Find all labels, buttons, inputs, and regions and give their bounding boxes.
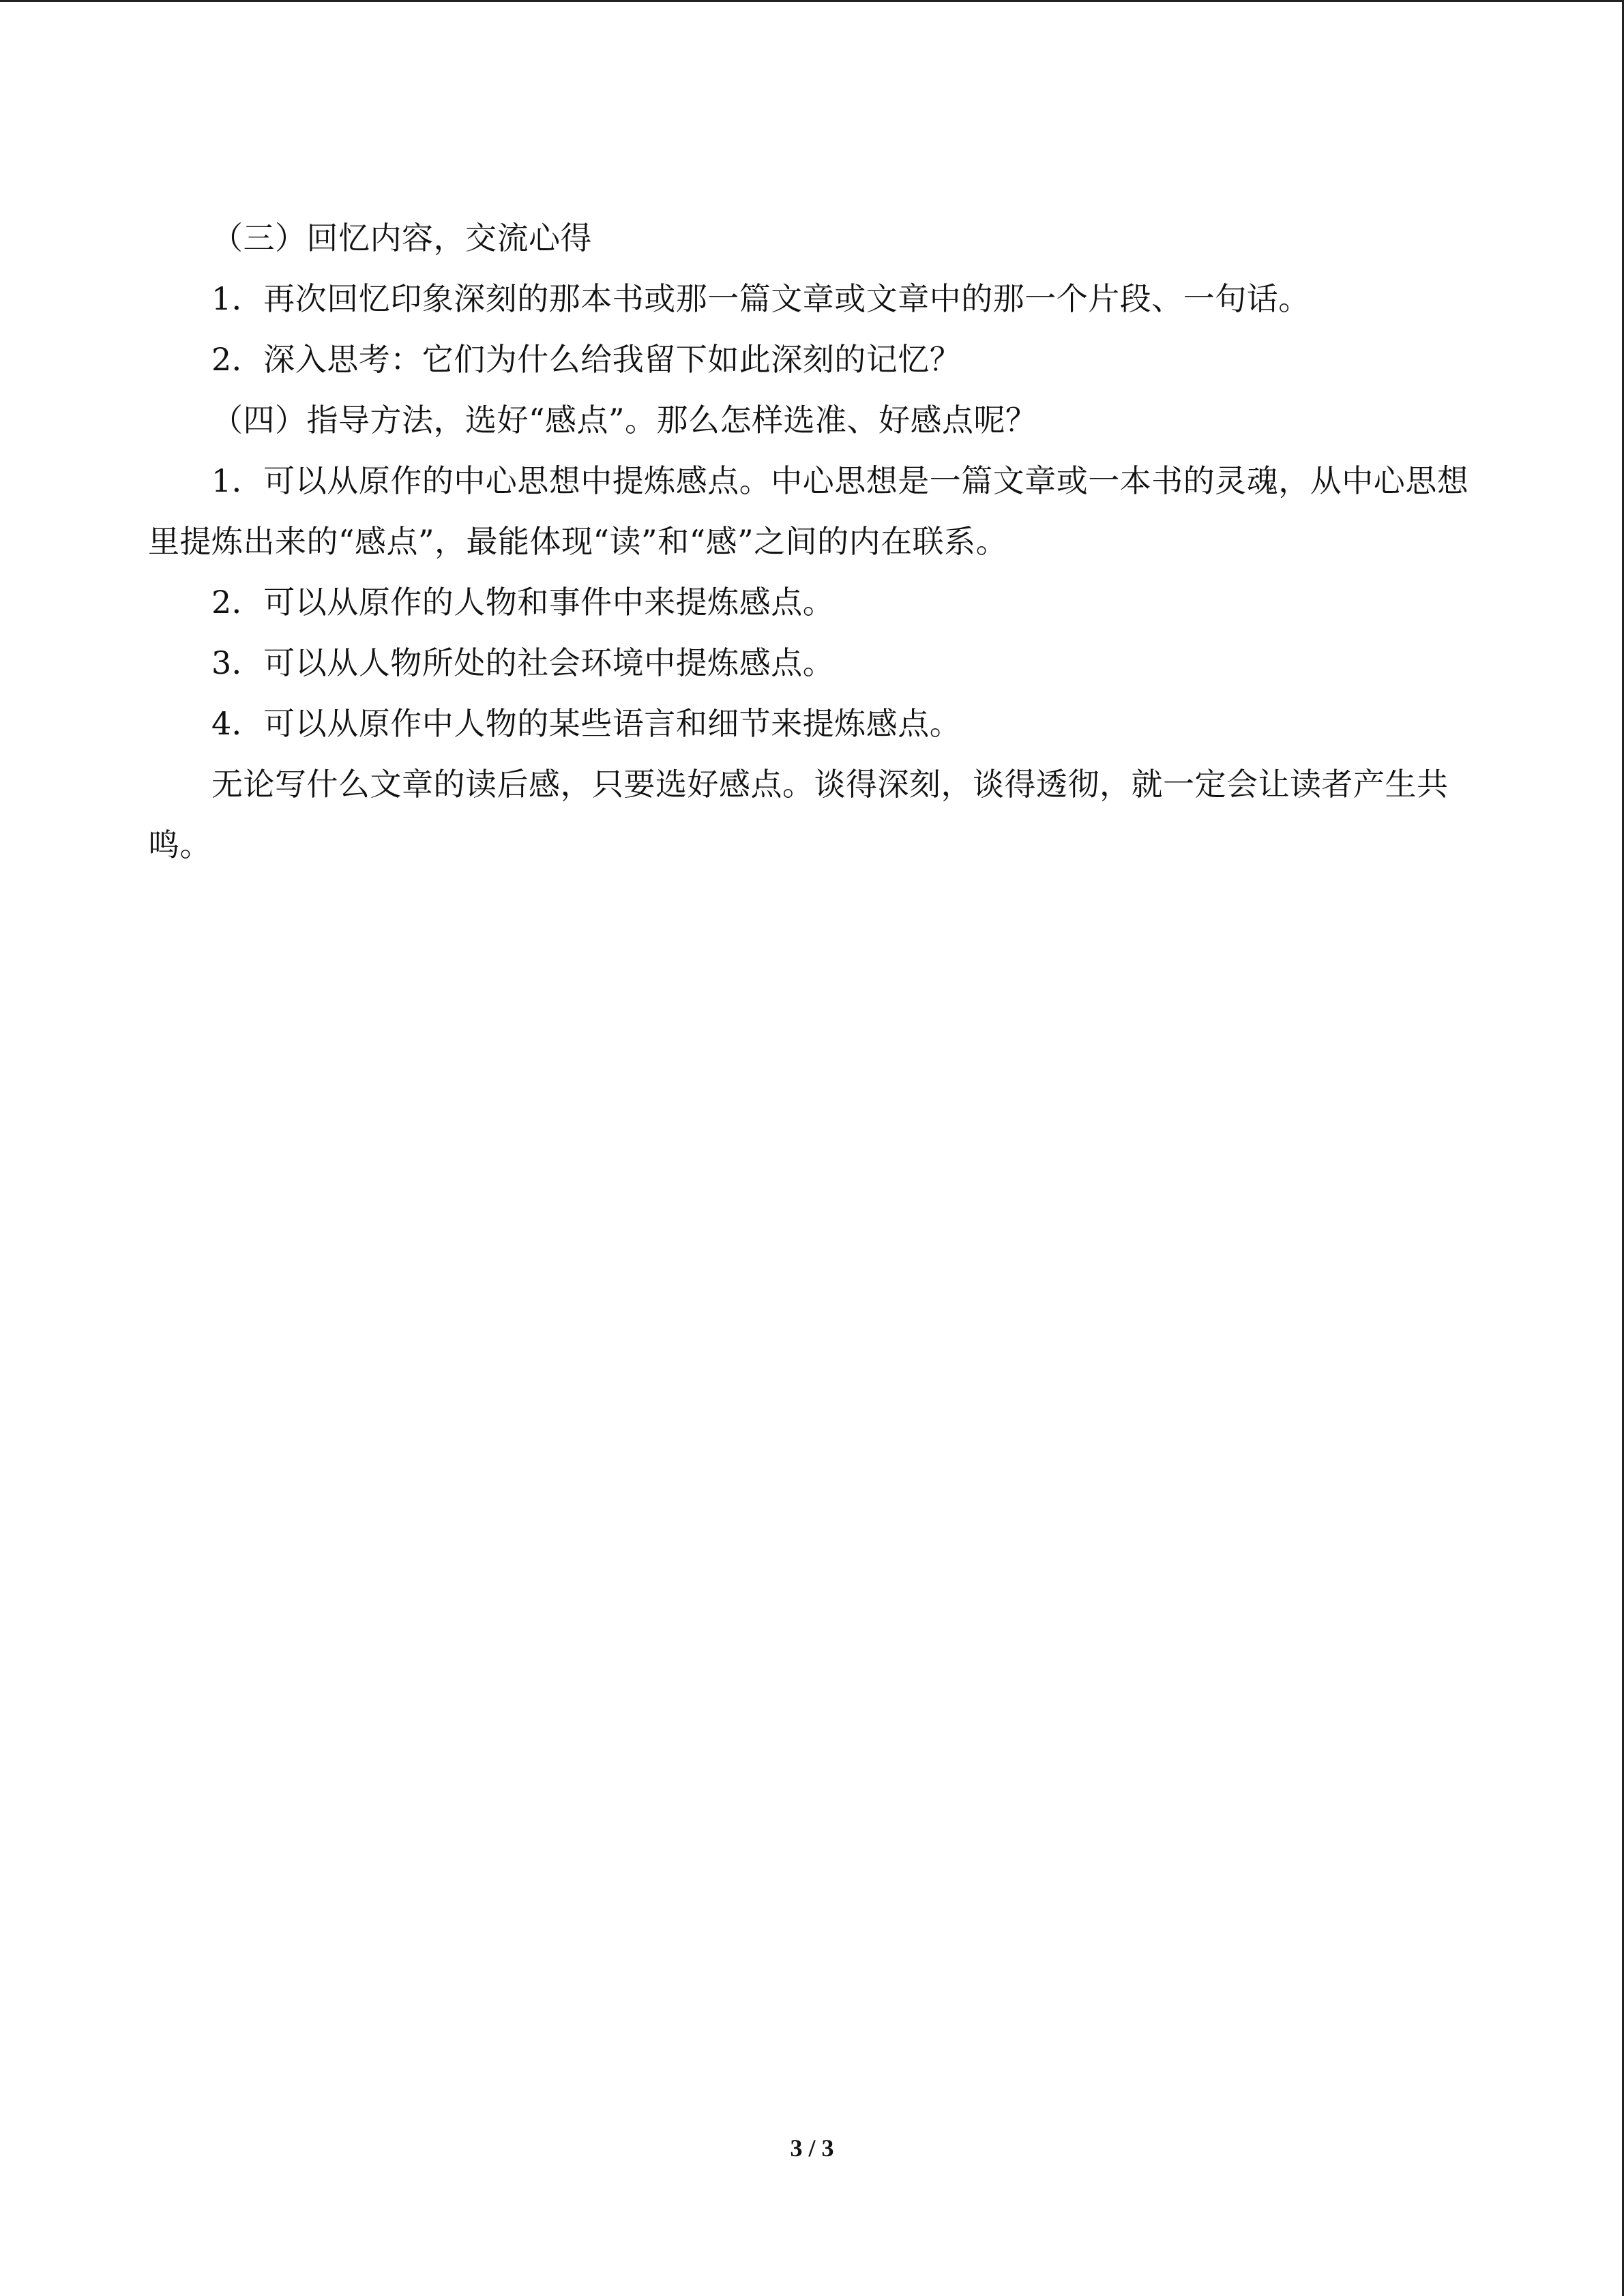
conclusion-paragraph: 无论写什么文章的读后感，只要选好感点。谈得深刻，谈得透彻，就一定会让读者产生共鸣。 [148,766,1449,863]
list-item-method-4: 4．可以从原作中人物的某些语言和细节来提炼感点。 [211,705,962,742]
page-border-top [0,0,1624,2]
section-heading-3: （三）回忆内容，交流心得 [211,220,592,256]
list-item-recall-1: 1．再次回忆印象深刻的那本书或那一篇文章或文章中的那一个片段、一句话。 [211,280,1310,317]
section-heading-4: （四）指导方法，选好“感点”。那么怎样选准、好感点呢？ [211,402,1037,438]
list-item-method-1: 1．可以从原作的中心思想中提炼感点。中心思想是一篇文章或一本书的灵魂，从中心思想里提炼出来的“感点”，最能体现“读”和“感”之间的内在联系。 [148,462,1469,560]
list-item-recall-2: 2．深入思考：它们为什么给我留下如此深刻的记忆？ [211,341,962,378]
page-number: 3 / 3 [790,2134,834,2162]
list-item-method-3: 3．可以从人物所处的社会环境中提炼感点。 [211,644,835,681]
document-body [148,208,1475,876]
list-item-method-2: 2．可以从原作的人物和事件中来提炼感点。 [211,584,835,621]
